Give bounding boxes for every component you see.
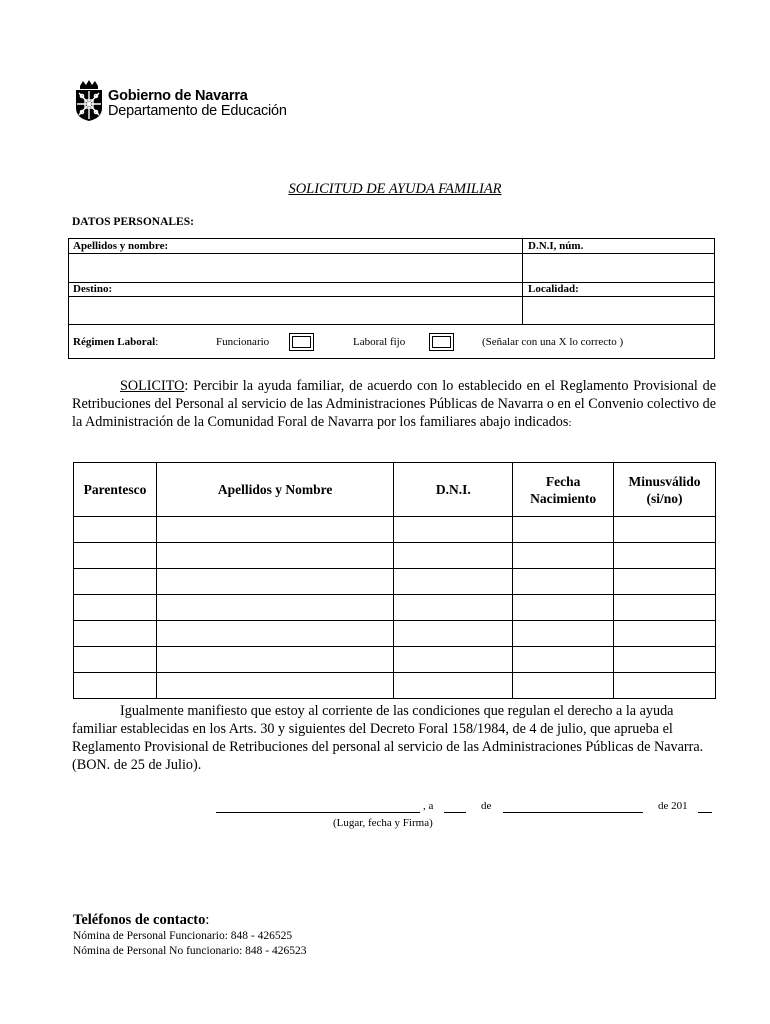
col-dni: D.N.I. — [394, 463, 513, 517]
localidad-label: Localidad: — [528, 283, 579, 295]
solicito-text: : Percibir la ayuda familiar, de acuerdo con lo establecido en el Reglamento Provisional de Retribuciones del Personal al servicio de las Administraciones Públicas de Navarra o en el Convenio colectivo de la Administración de la Comunidad Foral de Navarra por los familiares abajo indicados — [72, 378, 716, 430]
table-cell[interactable] — [74, 595, 157, 621]
table-cell[interactable] — [614, 595, 716, 621]
table-cell[interactable] — [394, 647, 513, 673]
table-cell[interactable] — [156, 517, 393, 543]
regimen-laboral-label — [73, 336, 158, 348]
col-fecha-nacimiento — [513, 463, 614, 517]
funcionario-label: Funcionario — [216, 336, 270, 348]
table-cell[interactable] — [156, 569, 393, 595]
table-cell[interactable] — [394, 595, 513, 621]
col-apellidos-nombre: Apellidos y Nombre — [156, 463, 393, 517]
funcionario-checkbox[interactable] — [289, 333, 314, 351]
de-label: de — [481, 800, 492, 812]
table-cell[interactable] — [394, 673, 513, 699]
table-cell[interactable] — [156, 595, 393, 621]
table-cell[interactable] — [614, 543, 716, 569]
signature-block — [216, 800, 726, 830]
table-cell[interactable] — [394, 569, 513, 595]
laboral-fijo-label: Laboral fijo — [353, 336, 406, 348]
table-row — [74, 543, 716, 569]
contact-title-colon: : — [205, 912, 210, 928]
table-row — [74, 673, 716, 699]
family-table — [73, 462, 716, 699]
table-cell[interactable] — [74, 621, 157, 647]
table-cell[interactable] — [156, 543, 393, 569]
table-row — [74, 595, 716, 621]
contact-title-text: Teléfonos de contacto — [73, 912, 206, 928]
destino-label: Destino: — [73, 283, 113, 295]
senalar-note: (Señalar con una X lo correcto ) — [482, 336, 624, 348]
table-cell[interactable] — [156, 647, 393, 673]
table-cell[interactable] — [513, 621, 614, 647]
table-cell[interactable] — [394, 543, 513, 569]
table-cell[interactable] — [156, 621, 393, 647]
dni-field[interactable] — [524, 254, 713, 281]
mes-underline[interactable] — [503, 812, 643, 813]
table-cell[interactable] — [614, 621, 716, 647]
col-fecha-line1: Fecha — [545, 473, 581, 489]
table-cell[interactable] — [156, 673, 393, 699]
table-cell[interactable] — [614, 647, 716, 673]
regimen-colon: : — [155, 336, 159, 348]
table-cell[interactable] — [513, 569, 614, 595]
col-minus-line1: Minusválido — [628, 473, 701, 489]
solicito-keyword: SOLICITO — [120, 378, 185, 394]
year-label: de 201 — [658, 800, 688, 812]
col-minus-line2: (si/no) — [646, 490, 683, 506]
year-underline[interactable] — [698, 812, 712, 813]
manifiesto-paragraph — [72, 702, 716, 774]
table-row — [74, 621, 716, 647]
table-cell[interactable] — [513, 543, 614, 569]
table-cell[interactable] — [74, 647, 157, 673]
table-row — [74, 569, 716, 595]
contact-line-no-funcionario: Nómina de Personal No funcionario: 848 - 426523 — [73, 945, 307, 957]
destino-field[interactable] — [70, 297, 521, 323]
contact-line-funcionario: Nómina de Personal Funcionario: 848 - 426525 — [73, 930, 293, 942]
table-cell[interactable] — [614, 517, 716, 543]
table-cell[interactable] — [513, 595, 614, 621]
dia-underline[interactable] — [444, 812, 466, 813]
navarra-logo — [74, 78, 304, 122]
table-cell[interactable] — [394, 517, 513, 543]
apellidos-nombre-field[interactable] — [70, 254, 521, 281]
table-cell[interactable] — [74, 673, 157, 699]
table-cell[interactable] — [513, 673, 614, 699]
table-cell[interactable] — [74, 517, 157, 543]
dept-name: Departamento de Educación — [108, 103, 287, 119]
document-title: SOLICITUD DE AYUDA FAMILIAR — [288, 181, 502, 197]
col-fecha-line2: Nacimiento — [530, 490, 597, 506]
personal-data-label: DATOS PERSONALES: — [72, 216, 194, 228]
table-row — [74, 647, 716, 673]
laboral-fijo-checkbox[interactable] — [429, 333, 454, 351]
table-cell[interactable] — [394, 621, 513, 647]
table-cell[interactable] — [513, 517, 614, 543]
a-label: , a — [423, 800, 434, 812]
table-cell[interactable] — [513, 647, 614, 673]
solicito-paragraph — [72, 377, 716, 432]
personal-data-box — [68, 238, 715, 359]
family-table-header — [74, 463, 716, 517]
col-minusvalido — [614, 463, 716, 517]
table-cell[interactable] — [614, 673, 716, 699]
navarra-coat-of-arms-icon — [74, 78, 104, 122]
localidad-field[interactable] — [524, 297, 713, 323]
org-name: Gobierno de Navarra — [108, 88, 248, 104]
table-cell[interactable] — [74, 569, 157, 595]
table-cell[interactable] — [74, 543, 157, 569]
manifiesto-text: Igualmente manifiesto que estoy al corriente de las condiciones que regulan el derecho a la ayuda familiar establecidas en los Arts. 30 y siguientes del Decreto Foral 158/1984, de 4 de julio, que aprueba el Reglamento Provisional de Retribuciones del personal al servicio de las Administraciones Públicas de Navarra. (BON. de 25 de Julio). — [72, 703, 704, 773]
table-cell[interactable] — [614, 569, 716, 595]
col-parentesco: Parentesco — [74, 463, 157, 517]
solicito-end: : — [568, 417, 572, 429]
dni-label: D.N.I, núm. — [528, 240, 584, 252]
signature-caption: (Lugar, fecha y Firma) — [333, 817, 433, 829]
apellidos-nombre-label: Apellidos y nombre: — [73, 240, 169, 252]
lugar-underline[interactable] — [216, 812, 420, 813]
regimen-laboral-text: Régimen Laboral — [73, 336, 156, 348]
contact-title — [73, 912, 209, 929]
table-row — [74, 517, 716, 543]
